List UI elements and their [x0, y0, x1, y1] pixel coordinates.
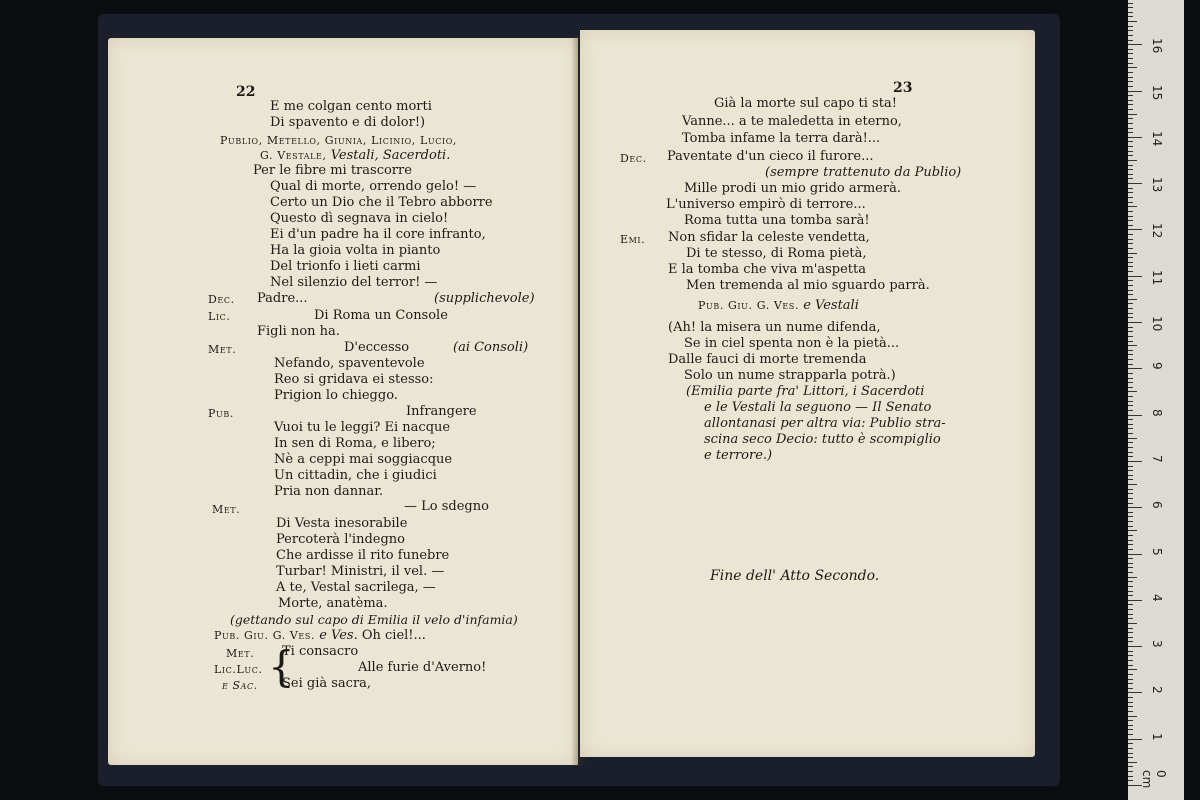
ruler-tick [1128, 419, 1133, 420]
ruler-tick [1128, 81, 1133, 82]
ruler-tick [1128, 428, 1133, 429]
ruler-tick [1128, 410, 1133, 411]
ruler-tick [1128, 591, 1133, 592]
ruler-number: 11 [1150, 269, 1164, 285]
ruler-tick [1128, 433, 1133, 434]
ruler-tick [1128, 683, 1133, 684]
ruler-tick [1128, 702, 1133, 703]
ruler-tick [1128, 503, 1133, 504]
ruler-tick [1128, 271, 1133, 272]
ruler-tick [1128, 748, 1133, 749]
verse-line: Se in ciel spenta non è la pietà... [684, 336, 900, 351]
page-number: 22 [236, 84, 256, 100]
verse-line: Di te stesso, di Roma pietà, [686, 246, 867, 261]
ruler-tick [1128, 706, 1133, 707]
ruler-tick [1128, 776, 1133, 777]
ruler-tick [1128, 253, 1137, 254]
ruler-tick [1128, 58, 1133, 59]
ruler-tick [1128, 567, 1133, 568]
ruler-tick [1128, 623, 1137, 624]
verse-line: Mille prodi un mio grido armerà. [684, 181, 901, 196]
ruler-tick [1128, 484, 1137, 485]
verse-text: Oh ciel!... [357, 628, 426, 643]
speaker-label: Dec. [208, 293, 235, 306]
ruler-tick [1128, 104, 1133, 105]
ruler-tick [1128, 692, 1142, 693]
ruler-tick [1128, 266, 1133, 267]
ruler-tick [1128, 44, 1142, 45]
right-page [580, 30, 1035, 757]
ruler-tick [1128, 276, 1142, 277]
verse-line: Del trionfo i lieti carmi [270, 259, 421, 274]
ruler-tick [1128, 391, 1137, 392]
verse-line: Ti consacro [282, 644, 359, 659]
verse-line: Per le fibre mi trascorre [253, 163, 412, 178]
verse-line: Qual di morte, orrendo gelo! — [270, 179, 477, 194]
ruler-number: 2 [1150, 686, 1164, 695]
ruler-tick [1128, 243, 1133, 244]
verse-line: Di Roma un Console [314, 308, 448, 323]
ruler-tick [1128, 313, 1133, 314]
ruler-number: 8 [1150, 408, 1164, 417]
ruler-tick [1128, 651, 1133, 652]
ruler-tick [1128, 114, 1137, 115]
ruler-tick [1128, 674, 1133, 675]
ruler-number: 14 [1150, 130, 1164, 147]
ruler-tick [1128, 299, 1137, 300]
ruler-tick [1128, 669, 1137, 670]
verse-line: Sei già sacra, [282, 676, 372, 691]
ruler-unit-label: 0 cm [1140, 770, 1168, 789]
ruler-tick [1128, 77, 1133, 78]
ruler-tick [1128, 178, 1133, 179]
ruler-tick [1128, 424, 1133, 425]
ruler-tick [1128, 780, 1133, 781]
ruler-tick [1128, 378, 1133, 379]
ruler-tick [1128, 30, 1133, 31]
ruler-tick [1128, 132, 1133, 133]
ruler-tick [1128, 308, 1133, 309]
speaker-label: Pub. Giu. G. Ves. [698, 299, 800, 312]
verse-line: Certo un Dio che il Tebro abborre [270, 195, 493, 210]
ruler-tick [1128, 220, 1133, 221]
ruler-tick [1128, 697, 1133, 698]
ruler-tick [1128, 595, 1133, 596]
verse-line: Non sfidar la celeste vendetta, [668, 230, 870, 245]
ruler-number: 6 [1150, 501, 1164, 509]
ruler-tick [1128, 141, 1133, 142]
ruler-tick [1128, 364, 1133, 365]
ruler-tick [1128, 387, 1133, 388]
ruler-tick [1128, 7, 1133, 8]
ruler-tick [1128, 327, 1133, 328]
ruler-tick [1128, 725, 1133, 726]
ruler-tick [1128, 655, 1133, 656]
ruler-tick [1128, 165, 1133, 166]
speaker-label: Dec. [620, 152, 647, 165]
stage-direction: allontanasi per altra via: Publio stra- [704, 416, 946, 431]
ruler-tick [1128, 530, 1137, 531]
ruler-number: 12 [1150, 223, 1164, 239]
verse-line: Paventate d'un cieco il furore... [667, 149, 874, 164]
speaker-label: Pub. Giu. G. Ves. [214, 629, 316, 642]
ruler-tick [1128, 646, 1142, 647]
ruler-tick [1128, 155, 1133, 156]
ruler-tick [1128, 396, 1133, 397]
ruler-tick [1128, 197, 1133, 198]
ruler-tick [1128, 466, 1133, 467]
verse-line: Tomba infame la terra darà!... [682, 131, 881, 146]
ruler-tick [1128, 303, 1133, 304]
stage-direction: e le Vestali la seguono — Il Senato [704, 400, 932, 415]
verse-line: In sen di Roma, e libero; [274, 436, 436, 451]
ruler-number: 15 [1150, 84, 1164, 100]
verse-line: Di spavento e di dolor!) [270, 115, 426, 130]
verse-line: E la tomba che viva m'aspetta [668, 262, 866, 277]
ruler-tick [1128, 345, 1137, 346]
ruler-tick [1128, 285, 1133, 286]
verse-line: Questo dì segnava in cielo! [270, 211, 449, 226]
character-list: Publio, Metello, Giunia, Licinio, Lucio, [220, 134, 457, 147]
stage-direction: e terrore.) [704, 448, 773, 463]
ruler-tick [1128, 493, 1133, 494]
ruler-tick [1128, 257, 1133, 258]
ruler-number: 9 [1150, 362, 1164, 370]
ruler-tick [1128, 475, 1133, 476]
ruler-number: 3 [1150, 640, 1164, 648]
verse-line: Nel silenzio del terror! — [270, 275, 438, 290]
ruler-number: 1 [1150, 732, 1164, 741]
ruler-tick [1128, 456, 1133, 457]
verse-line: Vanne... a te maledetta in eterno, [682, 114, 902, 129]
ruler-tick [1128, 72, 1133, 73]
ruler-tick [1128, 146, 1133, 147]
ruler-tick [1128, 572, 1133, 573]
ruler-tick [1128, 290, 1133, 291]
ruler-tick [1128, 470, 1133, 471]
ruler-tick [1128, 336, 1133, 337]
speaker-label: e Sac. [222, 679, 258, 692]
ruler-tick [1128, 577, 1137, 578]
ruler-tick [1128, 479, 1133, 480]
ruler-tick [1128, 558, 1133, 559]
ruler-tick [1128, 452, 1133, 453]
ruler-number: 4 [1150, 593, 1164, 602]
ruler-tick [1128, 63, 1133, 64]
ruler-tick [1128, 169, 1133, 170]
verse-line: Padre... [257, 291, 308, 306]
verse-line: Già la morte sul capo ti sta! [714, 96, 897, 111]
ruler-tick [1128, 137, 1142, 138]
verse-line: D'eccesso [344, 340, 410, 355]
speaker-conj: e Ves. [315, 628, 358, 643]
ruler-tick [1128, 368, 1142, 369]
ruler-tick [1128, 95, 1133, 96]
ruler-tick [1128, 688, 1133, 689]
ruler-tick [1128, 183, 1142, 184]
ruler-tick [1128, 174, 1133, 175]
ruler-tick [1128, 512, 1133, 513]
ruler-tick [1128, 614, 1133, 615]
ruler-tick [1128, 3, 1133, 4]
ruler-tick [1128, 521, 1133, 522]
ruler-tick [1128, 540, 1133, 541]
verse-line: Vuoi tu le leggi? Ei nacque [274, 420, 451, 435]
ruler-number: 7 [1150, 454, 1164, 463]
ruler-tick [1128, 248, 1133, 249]
verse-line: Nefando, spaventevole [274, 356, 425, 371]
character-list-cont [260, 148, 450, 164]
ruler-tick [1128, 771, 1133, 772]
ruler-tick [1128, 12, 1133, 13]
ruler-tick [1128, 637, 1133, 638]
ruler-tick [1128, 373, 1133, 374]
speaker-label: Met. [226, 647, 255, 660]
ruler-tick [1128, 109, 1133, 110]
ruler-tick [1128, 753, 1133, 754]
ruler-tick [1128, 720, 1133, 721]
ruler-tick [1128, 600, 1142, 601]
ruler-tick [1128, 405, 1133, 406]
stage-direction: (supplichevole) [434, 291, 535, 306]
verse-line: Ha la gioia volta in pianto [270, 243, 441, 258]
ruler-tick [1128, 544, 1133, 545]
verse-line: Percoterà l'indegno [276, 532, 405, 547]
ruler-tick [1128, 660, 1133, 661]
verse-line: Ei d'un padre ha il core infranto, [270, 227, 486, 242]
ruler-tick [1128, 331, 1133, 332]
ruler-tick [1128, 618, 1133, 619]
ruler-tick [1128, 442, 1133, 443]
verse-line: Nè a ceppi mai soggiacque [274, 452, 453, 467]
ruler-tick [1128, 563, 1133, 564]
chorus-heading [698, 298, 859, 314]
ruler-tick [1128, 91, 1142, 92]
ruler-tick [1128, 549, 1133, 550]
ruler-tick [1128, 317, 1133, 318]
verse-line: Un cittadin, che i giudici [274, 468, 437, 483]
ruler-tick [1128, 123, 1133, 124]
ruler-tick [1128, 188, 1133, 189]
verse-line: Infrangere [406, 404, 477, 419]
verse-line: Solo un nume strapparla potrà.) [684, 368, 896, 383]
character-names: G. Vestale, [260, 149, 327, 162]
chorus-line [214, 628, 426, 644]
verse-line: L'universo empirò di terrore... [666, 197, 866, 212]
ruler-tick [1128, 516, 1133, 517]
ruler-number: 16 [1150, 38, 1164, 54]
ruler-tick [1128, 341, 1133, 342]
verse-line: — Lo sdegno [404, 499, 489, 514]
verse-line: Pria non dannar. [274, 484, 384, 499]
ruler-tick [1128, 711, 1133, 712]
verse-line: Di Vesta inesorabile [276, 516, 408, 531]
ruler-tick [1128, 294, 1133, 295]
ruler-tick [1128, 26, 1133, 27]
ruler-tick [1128, 16, 1133, 17]
ruler-tick [1128, 21, 1137, 22]
verse-line: Roma tutta una tomba sarà! [684, 213, 870, 228]
ruler-tick [1128, 535, 1133, 536]
verse-line: Dalle fauci di morte tremenda [668, 352, 867, 367]
verse-line: Figli non ha. [257, 324, 340, 339]
ruler-tick [1128, 322, 1142, 323]
ruler-tick [1128, 151, 1133, 152]
ruler-tick [1128, 609, 1133, 610]
ruler-tick [1128, 604, 1133, 605]
ruler-tick [1128, 438, 1137, 439]
stage-direction: scina seco Decio: tutto è scompiglio [704, 432, 941, 447]
ruler-tick [1128, 86, 1133, 87]
ruler-tick [1128, 743, 1133, 744]
ruler-tick [1128, 35, 1133, 36]
ruler-tick [1128, 262, 1133, 263]
ruler-tick [1128, 350, 1133, 351]
act-end-title: Fine dell' Atto Secondo. [710, 568, 880, 584]
ruler-tick [1128, 216, 1133, 217]
speaker-label: Lic.Luc. [214, 663, 263, 676]
speaker-label: Met. [212, 503, 241, 516]
left-page [108, 38, 578, 765]
verse-line: Reo si gridava ei stesso: [274, 372, 434, 387]
measurement-ruler [1128, 0, 1184, 800]
ruler-tick [1128, 581, 1133, 582]
ruler-tick [1128, 716, 1137, 717]
ruler-tick [1128, 128, 1133, 129]
stage-direction: (gettando sul capo di Emilia il velo d'infamia) [230, 612, 518, 627]
ruler-tick [1128, 489, 1133, 490]
ruler-tick [1128, 734, 1133, 735]
ruler-tick [1128, 192, 1133, 193]
ruler-tick [1128, 498, 1133, 499]
ruler-tick [1128, 665, 1133, 666]
ruler-tick [1128, 766, 1133, 767]
ruler-tick [1128, 67, 1137, 68]
ruler-tick [1128, 641, 1133, 642]
ruler-tick [1128, 239, 1133, 240]
ruler-tick [1128, 160, 1137, 161]
ruler-tick [1128, 401, 1133, 402]
ruler-tick [1128, 211, 1133, 212]
verse-line: A te, Vestal sacrilega, — [276, 580, 436, 595]
brace-glyph: { [268, 642, 295, 691]
verse-line: Turbar! Ministri, il vel. — [276, 564, 445, 579]
speaker-label: Lic. [208, 310, 231, 323]
ruler-tick [1128, 507, 1142, 508]
ruler-tick [1128, 49, 1133, 50]
ruler-tick [1128, 40, 1133, 41]
ruler-tick [1128, 118, 1133, 119]
ruler-tick [1128, 202, 1133, 203]
verse-line: E me colgan cento morti [270, 99, 432, 114]
ruler-tick [1128, 280, 1133, 281]
character-names-italic: Vestali, Sacerdoti. [326, 148, 451, 163]
ruler-tick [1128, 234, 1133, 235]
speaker-label: Pub. [208, 407, 234, 420]
ruler-number: 10 [1150, 316, 1164, 332]
speaker-label: Met. [208, 343, 237, 356]
ruler-tick [1128, 632, 1133, 633]
ruler-tick [1128, 729, 1133, 730]
ruler-tick [1128, 354, 1133, 355]
ruler-tick [1128, 100, 1133, 101]
stage-direction: (sempre trattenuto da Publio) [765, 165, 962, 180]
verse-line: (Ah! la misera un nume difenda, [668, 320, 881, 335]
speaker-conj: e Vestali [799, 298, 859, 313]
ruler-tick [1128, 526, 1133, 527]
ruler-tick [1128, 225, 1133, 226]
verse-line: Che ardisse il rito funebre [276, 548, 450, 563]
stage-direction: (Emilia parte fra' Littori, i Sacerdoti [686, 384, 925, 399]
verse-line: Morte, anatèma. [278, 596, 388, 611]
ruler-tick [1128, 415, 1142, 416]
ruler-tick [1128, 739, 1142, 740]
ruler-tick [1128, 206, 1137, 207]
ruler-tick [1128, 229, 1142, 230]
ruler-number: 5 [1150, 547, 1164, 556]
speaker-label: Emi. [620, 233, 646, 246]
verse-line: Alle furie d'Averno! [358, 660, 487, 675]
ruler-tick [1128, 359, 1133, 360]
ruler-tick [1128, 447, 1133, 448]
ruler-tick [1128, 53, 1133, 54]
ruler-tick [1128, 382, 1133, 383]
ruler-tick [1128, 762, 1137, 763]
ruler-tick [1128, 586, 1133, 587]
ruler-tick [1128, 628, 1133, 629]
ruler-tick [1128, 461, 1142, 462]
verse-line: Prigion lo chieggo. [274, 388, 398, 403]
ruler-tick [1128, 757, 1133, 758]
verse-line: Men tremenda al mio sguardo parrà. [686, 278, 930, 293]
page-number: 23 [893, 80, 913, 96]
ruler-number: 13 [1150, 177, 1164, 193]
stage-direction: (ai Consoli) [453, 340, 529, 355]
ruler-tick [1128, 554, 1142, 555]
ruler-tick [1128, 679, 1133, 680]
